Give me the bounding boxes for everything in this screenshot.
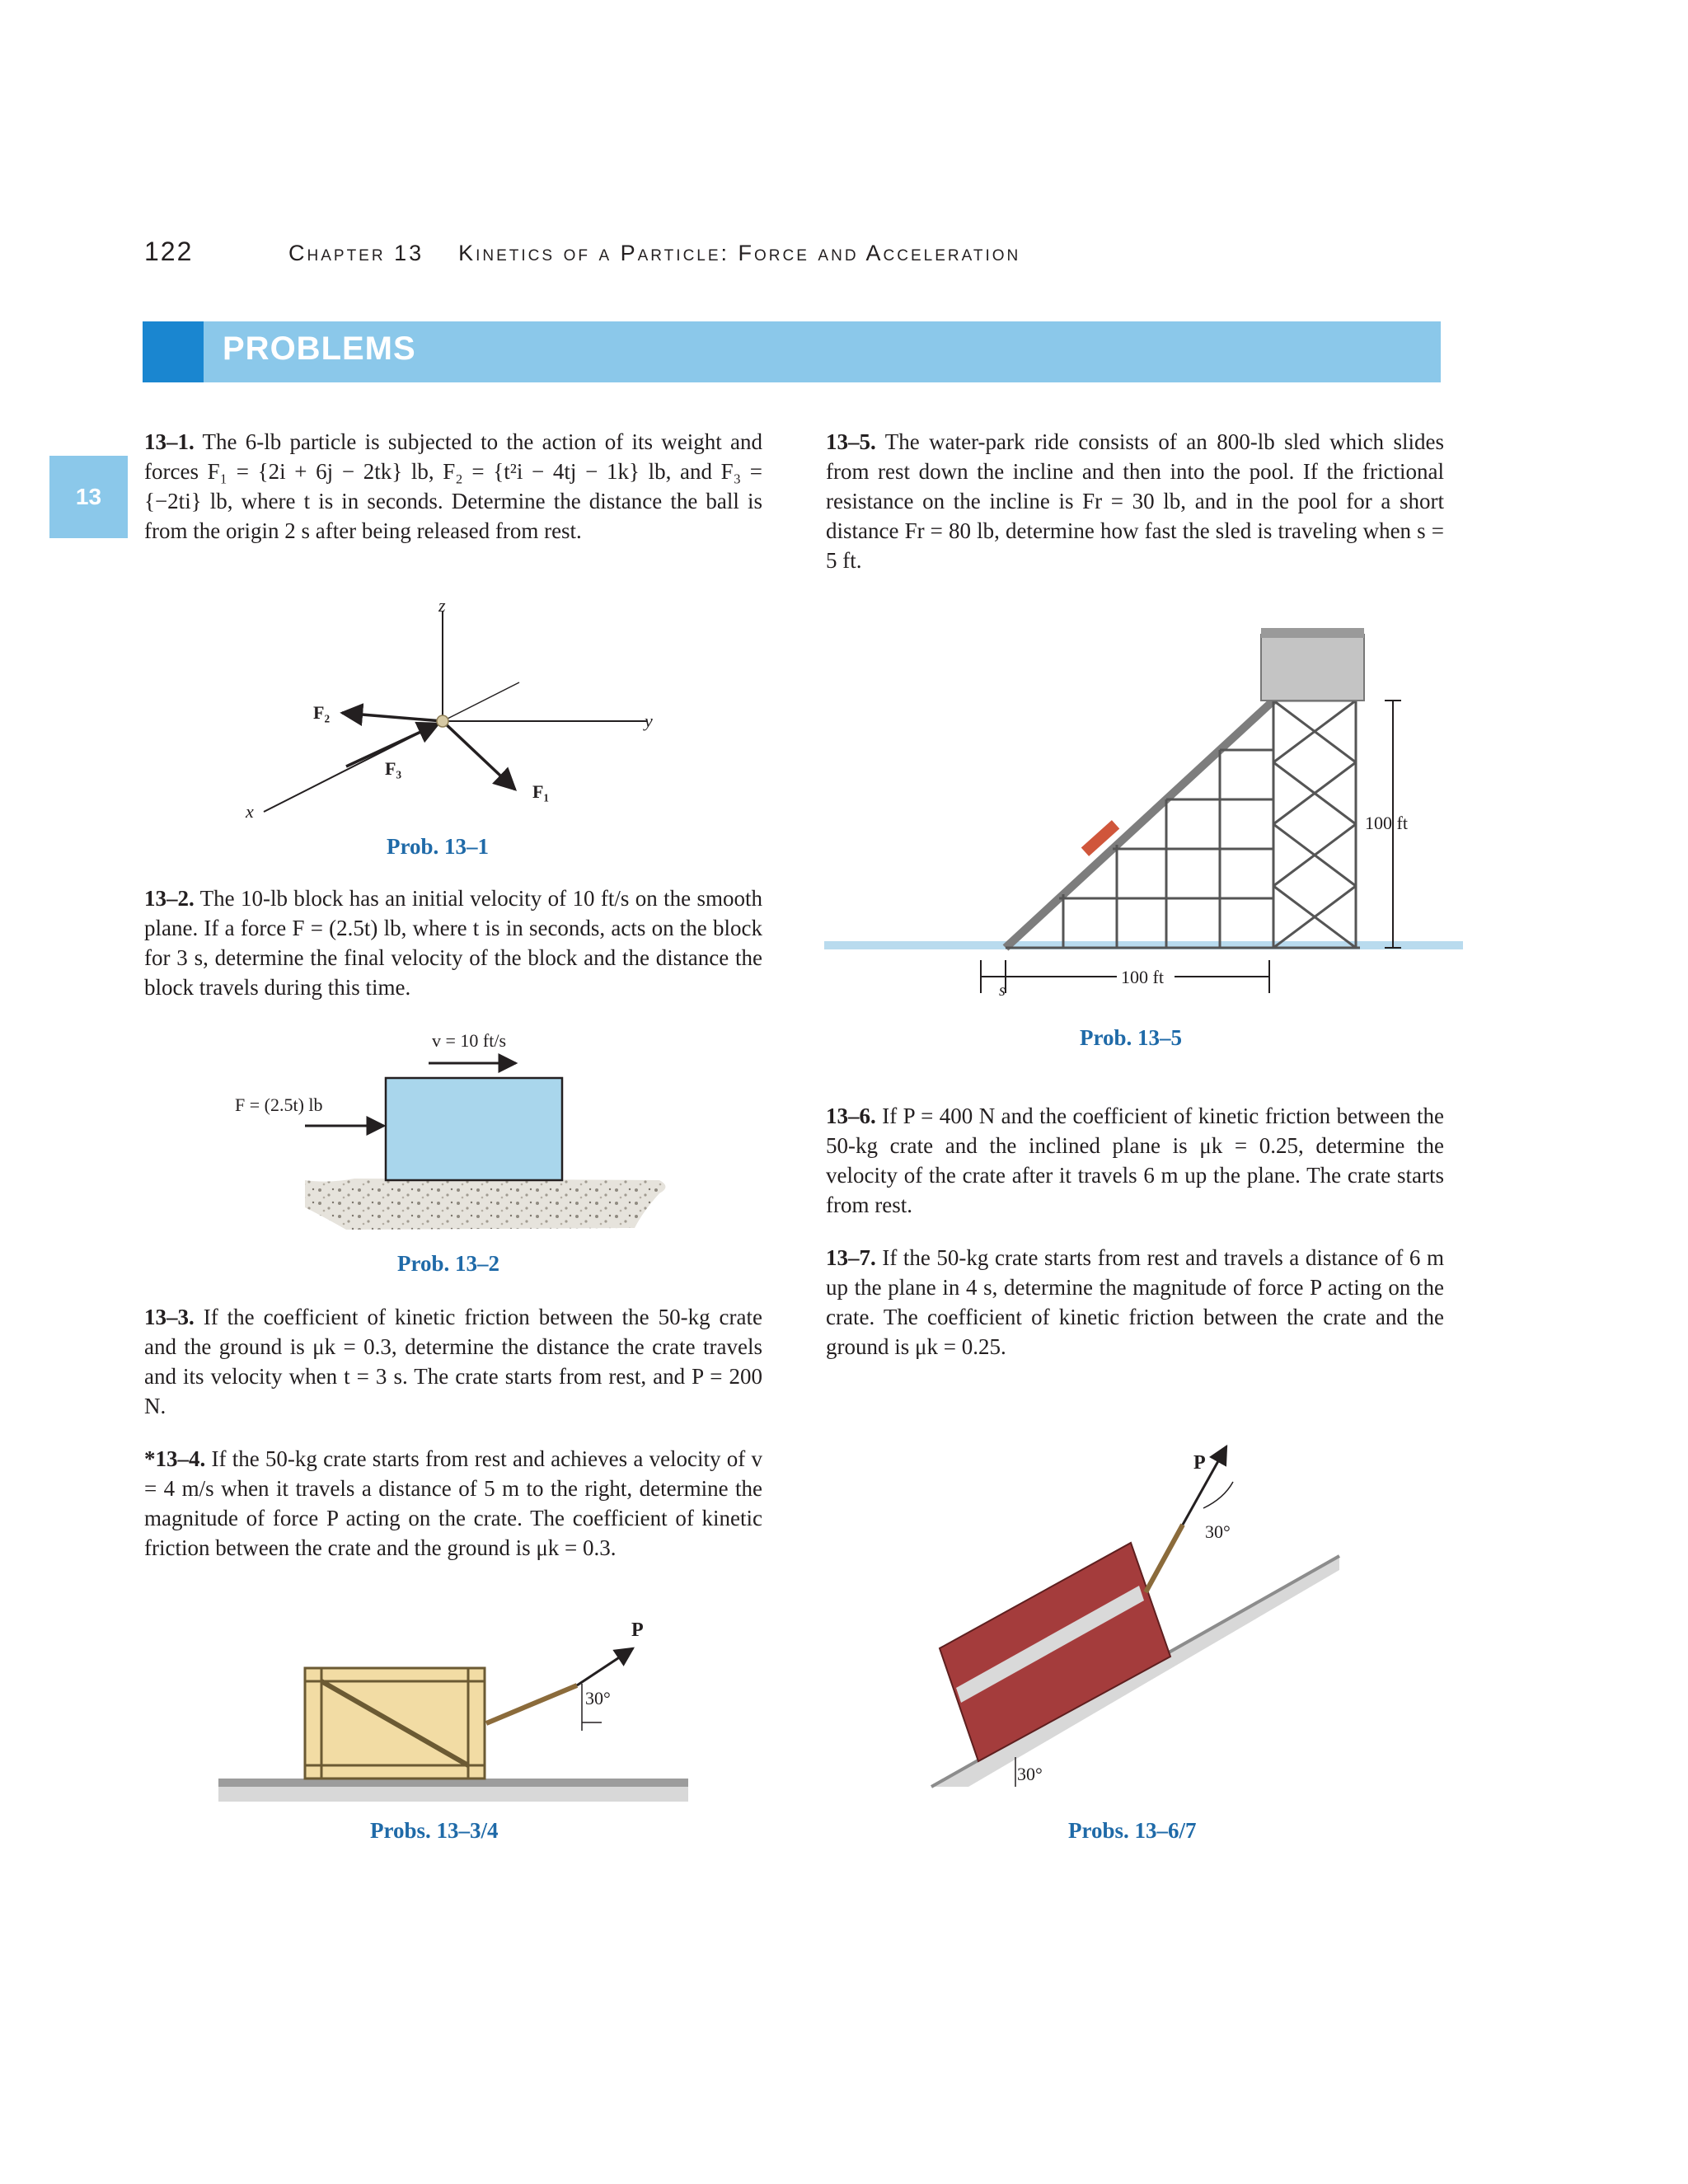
problem-text: The water-park ride consists of an 800-lb sled which slides from rest down the incline and then into the pool. If the frictional resistance on the incline is Fr = 30 lb, and in the pool for a short distance Fr = 80 lb, determine how fast the sled is traveling when s = 5 ft.	[826, 429, 1445, 573]
running-head: Chapter 13 Kinetics of a Particle: Force and Acceleration	[288, 241, 1021, 265]
s-label: s	[999, 982, 1006, 1000]
problem-number: 13–5.	[826, 429, 876, 454]
caption-13-2: Prob. 13–2	[397, 1251, 500, 1276]
force-p-arrow	[577, 1648, 633, 1685]
problem-number: 13–6.	[826, 1104, 876, 1128]
f3-label: F₃	[385, 758, 402, 779]
ground-gravel	[305, 1179, 666, 1230]
problem-text: The 6-lb particle is subjected to the action of its weight and forces F₁ = {2i + 6j − 2tk} lb, F₂ = {t²i − 4tj − 1k} lb, and F₃ = {−2ti} lb, where t is in seconds. Determine the distance the ball is from the origin 2 s after being released from rest.	[144, 429, 762, 543]
figure-13-6-7	[931, 1446, 1339, 1843]
force-label: F = (2.5t) lb	[235, 1094, 323, 1115]
scaffold	[1059, 701, 1356, 948]
problem-number: 13–2.	[144, 886, 195, 911]
f2-label: F₂	[313, 702, 331, 723]
z-label: z	[438, 595, 446, 616]
p-label: P	[1193, 1452, 1206, 1474]
x-label: x	[246, 801, 254, 822]
particle	[437, 715, 448, 727]
problem-number: 13–3.	[144, 1305, 195, 1329]
angle-label: 30°	[585, 1688, 611, 1708]
f1-label: F₁	[532, 781, 550, 802]
chapter-tab: 13	[49, 456, 128, 538]
page-number: 122	[144, 237, 194, 266]
problem-number: 13–1.	[144, 429, 195, 454]
y-label: y	[645, 710, 653, 731]
problem-number: *13–4.	[144, 1446, 206, 1471]
figure-13-3-4	[218, 1619, 688, 1843]
rope	[1146, 1525, 1183, 1592]
tower-hut	[1261, 635, 1364, 701]
caption-13-5: Prob. 13–5	[1080, 1025, 1183, 1050]
velocity-label: v = 10 ft/s	[432, 1030, 507, 1051]
height-label: 100 ft	[1365, 813, 1408, 833]
force-f2-arrow	[342, 713, 443, 721]
problem-text: If the coefficient of kinetic friction between the 50-kg crate and the ground is μk = 0.3, determine the distance the crate travels and its velocity when t = 3 s. The crate starts from rest, and P = 200 N.	[144, 1305, 762, 1418]
problem-text: If P = 400 N and the coefficient of kinetic friction between the 50-kg crate and the inclined plane is μk = 0.25, determine the velocity of the crate after it travels 6 m up the plane. The crate starts from rest.	[826, 1104, 1445, 1217]
width-label: 100 ft	[1121, 967, 1164, 987]
problem-number: 13–7.	[826, 1245, 876, 1270]
problem-text: If the 50-kg crate starts from rest and achieves a velocity of v = 4 m/s when it travels a distance of 5 m to the right, determine the magnitude of force P acting on the crate. The coefficient of kinetic friction between the crate and the ground is μk = 0.3.	[144, 1446, 762, 1560]
problem-text: The 10-lb block has an initial velocity of 10 ft/s on the smooth plane. If a force F = (2.5t) lb, where t is in seconds, acts on the block for 3 s, determine the final velocity of the block and the distance the block travels during this time.	[144, 886, 762, 1000]
incline	[1006, 701, 1273, 948]
ground-shadow	[218, 1787, 688, 1802]
figure-13-1	[245, 595, 653, 859]
caption-13-1: Prob. 13–1	[387, 834, 490, 859]
rope	[486, 1685, 577, 1723]
caption-13-6-7: Probs. 13–6/7	[1068, 1818, 1197, 1843]
figure-13-2	[235, 1030, 666, 1276]
caption-13-3-4: Probs. 13–3/4	[370, 1818, 499, 1843]
block	[386, 1078, 562, 1180]
problem-text: If the 50-kg crate starts from rest and travels a distance of 6 m up the plane in 4 s, determine the magnitude of force P acting on the crate. The coefficient of kinetic friction between the crate and the ground is μk = 0.25.	[826, 1245, 1444, 1359]
p-label: P	[631, 1619, 644, 1641]
incline-angle-label: 30°	[1017, 1764, 1043, 1784]
force-angle-label: 30°	[1205, 1521, 1231, 1542]
figure-13-5	[824, 628, 1463, 1050]
axis-back	[443, 682, 519, 721]
section-title: PROBLEMS	[223, 330, 416, 367]
force-f1-arrow	[443, 721, 515, 790]
